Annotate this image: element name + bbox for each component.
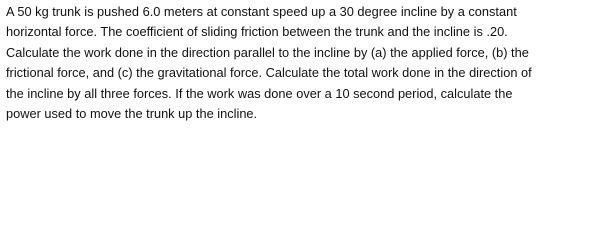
problem-line-2: horizontal force. The coefficient of sliding friction between the trunk and the incline is .20.	[6, 24, 508, 40]
problem-line-3: Calculate the work done in the direction parallel to the incline by (a) the applied force, (b) the	[6, 44, 529, 60]
problem-text	[6, 2, 600, 124]
problem-line-1: A 50 kg trunk is pushed 6.0 meters at constant speed up a 30 degree incline by a constant	[6, 4, 517, 19]
problem-line-4: frictional force, and (c) the gravitational force. Calculate the total work done in the direction of	[6, 65, 532, 81]
problem-line-6: power used to move the trunk up the incline.	[6, 106, 258, 122]
problem-line-5: the incline by all three forces. If the work was done over a 10 second period, calculate the	[6, 85, 513, 101]
